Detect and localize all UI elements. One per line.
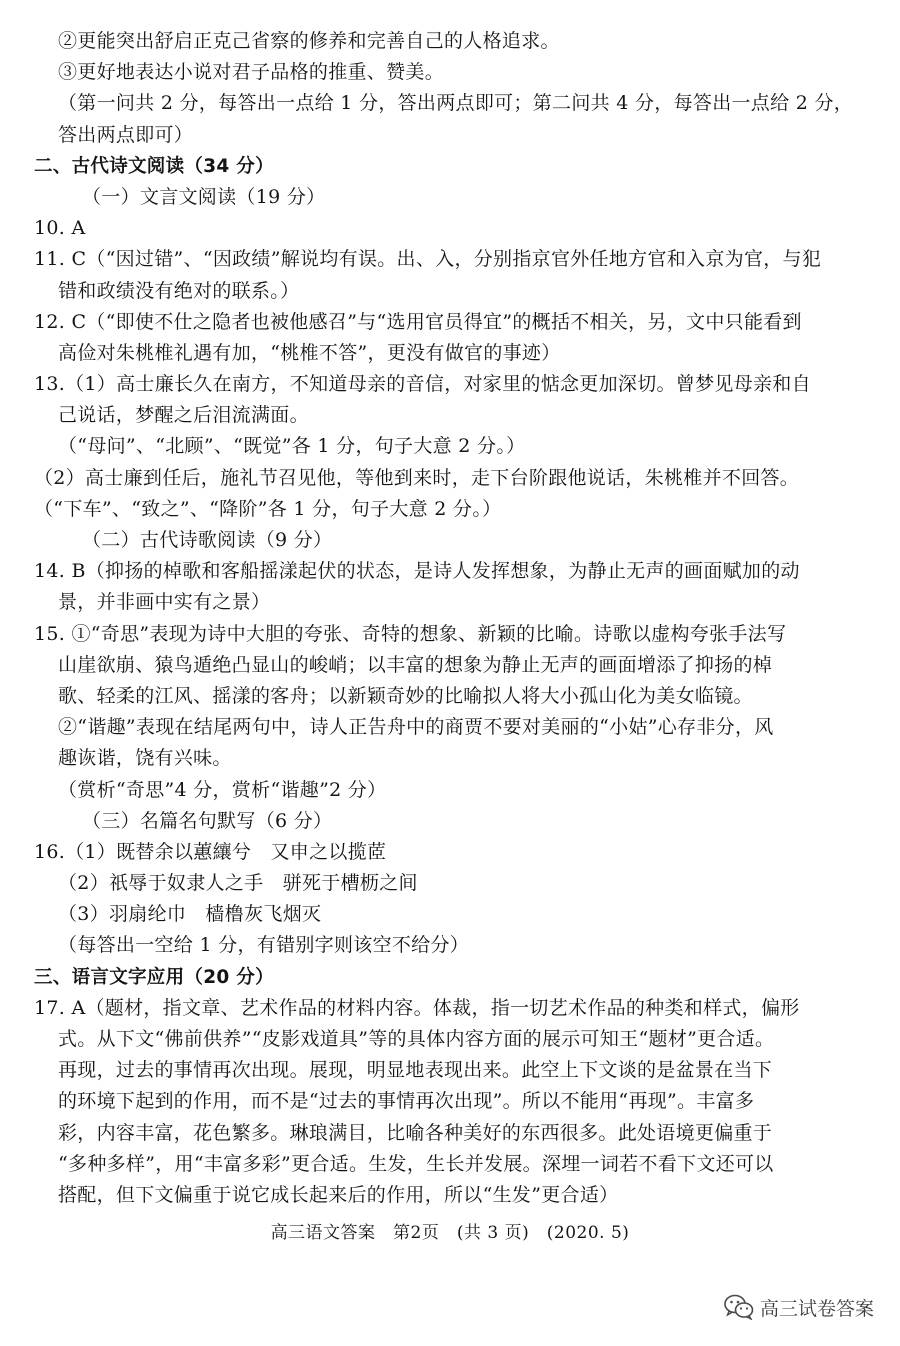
watermark-text: 高三试卷答案	[759, 1297, 874, 1320]
text-line: 山崖欲崩、猿鸟遁绝凸显山的峻峭；以丰富的想象为静止无声的画面增添了抑扬的棹	[58, 653, 773, 676]
text-line: ②更能突出舒启正克己省察的修养和完善自己的人格追求。	[58, 30, 560, 52]
text-line: （每答出一空给 1 分，有错别字则该空不给分）	[58, 934, 470, 957]
text-line: 13.（1）高士廉长久在南方，不知道母亲的音信，对家里的惦念更加深切。曾梦见母亲和自	[34, 373, 811, 396]
text-line: （2）高士廉到任后，施礼节召见他，等他到来时，走下台阶跟他说话，朱桃椎并不回答。	[34, 466, 800, 489]
text-line: 二、古代诗文阅读（34 分）	[34, 155, 274, 177]
text-line: 16.（1）既替余以蕙纕兮 又申之以揽茝	[34, 840, 387, 863]
text-line: 15. ①“奇思”表现为诗中大胆的夸张、奇特的想象、新颖的比喻。诗歌以虚构夸张手法写	[34, 622, 787, 645]
text-line: 歌、轻柔的江风、摇漾的客舟；以新颖奇妙的比喻拟人将大小孤山化为美女临镜。	[58, 684, 753, 707]
text-line: 11. C（“因过错”、“因政绩”解说均有误。出、入，分别指京官外任地方官和入京为官，与犯	[34, 248, 822, 271]
wechat-icon	[724, 1294, 754, 1320]
text-line: 17. A（题材，指文章、艺术作品的材料内容。体裁，指一切艺术作品的种类和样式，偏形	[34, 996, 800, 1019]
text-line: （赏析“奇思”4 分，赏析“谐趣”2 分）	[58, 778, 387, 801]
text-line: （三）名篇名句默写（6 分）	[82, 809, 333, 832]
text-line: ②“谐趣”表现在结尾两句中，诗人正告舟中的商贾不要对美丽的“小姑”心存非分，风	[58, 716, 774, 739]
text-line: 景，并非画中实有之景）	[58, 591, 271, 614]
page-footer: 高三语文答案 第2页 (共 3 页) (2020. 5)	[270, 1223, 630, 1243]
text-line: 14. B（抑扬的棹歌和客船摇漾起伏的状态，是诗人发挥想象，为静止无声的画面赋加的动	[34, 560, 800, 583]
text-line: （一）文言文阅读（19 分）	[82, 185, 326, 208]
text-line: 高俭对朱桃椎礼遇有加，“桃椎不答”，更没有做官的事迹）	[58, 341, 561, 364]
text-line: 三、语言文字应用（20 分）	[34, 966, 274, 988]
text-line: 错和政绩没有绝对的联系。）	[58, 279, 300, 302]
text-line: 12. C（“即使不仕之隐者也被他感召”与“选用官员得宜”的概括不相关，另，文中只能看到	[34, 310, 802, 333]
text-line: （2）祇辱于奴隶人之手 骈死于槽枥之间	[58, 872, 418, 895]
text-line: 式。从下文“佛前供养”“皮影戏道具”等的具体内容方面的展示可知王“题材”更合适。	[58, 1028, 775, 1050]
text-line: （3）羽扇纶巾 樯橹灰飞烟灭	[58, 903, 322, 926]
text-line: 己说话，梦醒之后泪流满面。	[58, 404, 309, 427]
watermark	[724, 1292, 874, 1322]
text-line: 彩，内容丰富，花色繁多。琳琅满目，比喻各种美好的东西很多。此处语境更偏重于	[58, 1121, 773, 1144]
answer-text-body	[34, 26, 870, 1211]
text-line: “多种多样”，用“丰富多彩”更合适。生发，生长并发展。深埋一词若不看下文还可以	[58, 1152, 774, 1175]
text-line: 再现，过去的事情再次出现。展现，明显地表现出来。此空上下文谈的是盆景在当下	[58, 1059, 773, 1082]
text-line: ③更好地表达小说对君子品格的推重、赞美。	[58, 61, 445, 84]
text-line: 答出两点即可）	[58, 123, 194, 146]
text-line: （二）古代诗歌阅读（9 分）	[82, 529, 333, 551]
text-line: 10. A	[34, 217, 86, 240]
text-line: （“母问”、“北顾”、“既觉”各 1 分，句子大意 2 分。）	[58, 435, 526, 458]
text-line: （“下车”、“致之”、“降阶”各 1 分，句子大意 2 分。）	[34, 497, 502, 520]
text-line: （第一问共 2 分，每答出一点给 1 分，答出两点即可；第二问共 4 分，每答出一点给 2 分，	[58, 92, 854, 115]
text-line: 搭配，但下文偏重于说它成长起来后的作用，所以“生发”更合适）	[58, 1183, 619, 1206]
text-line: 的环境下起到的作用，而不是“过去的事情再次出现”。所以不能用“再现”。丰富多	[58, 1090, 755, 1113]
text-line: 趣诙谐，饶有兴味。	[58, 747, 232, 770]
